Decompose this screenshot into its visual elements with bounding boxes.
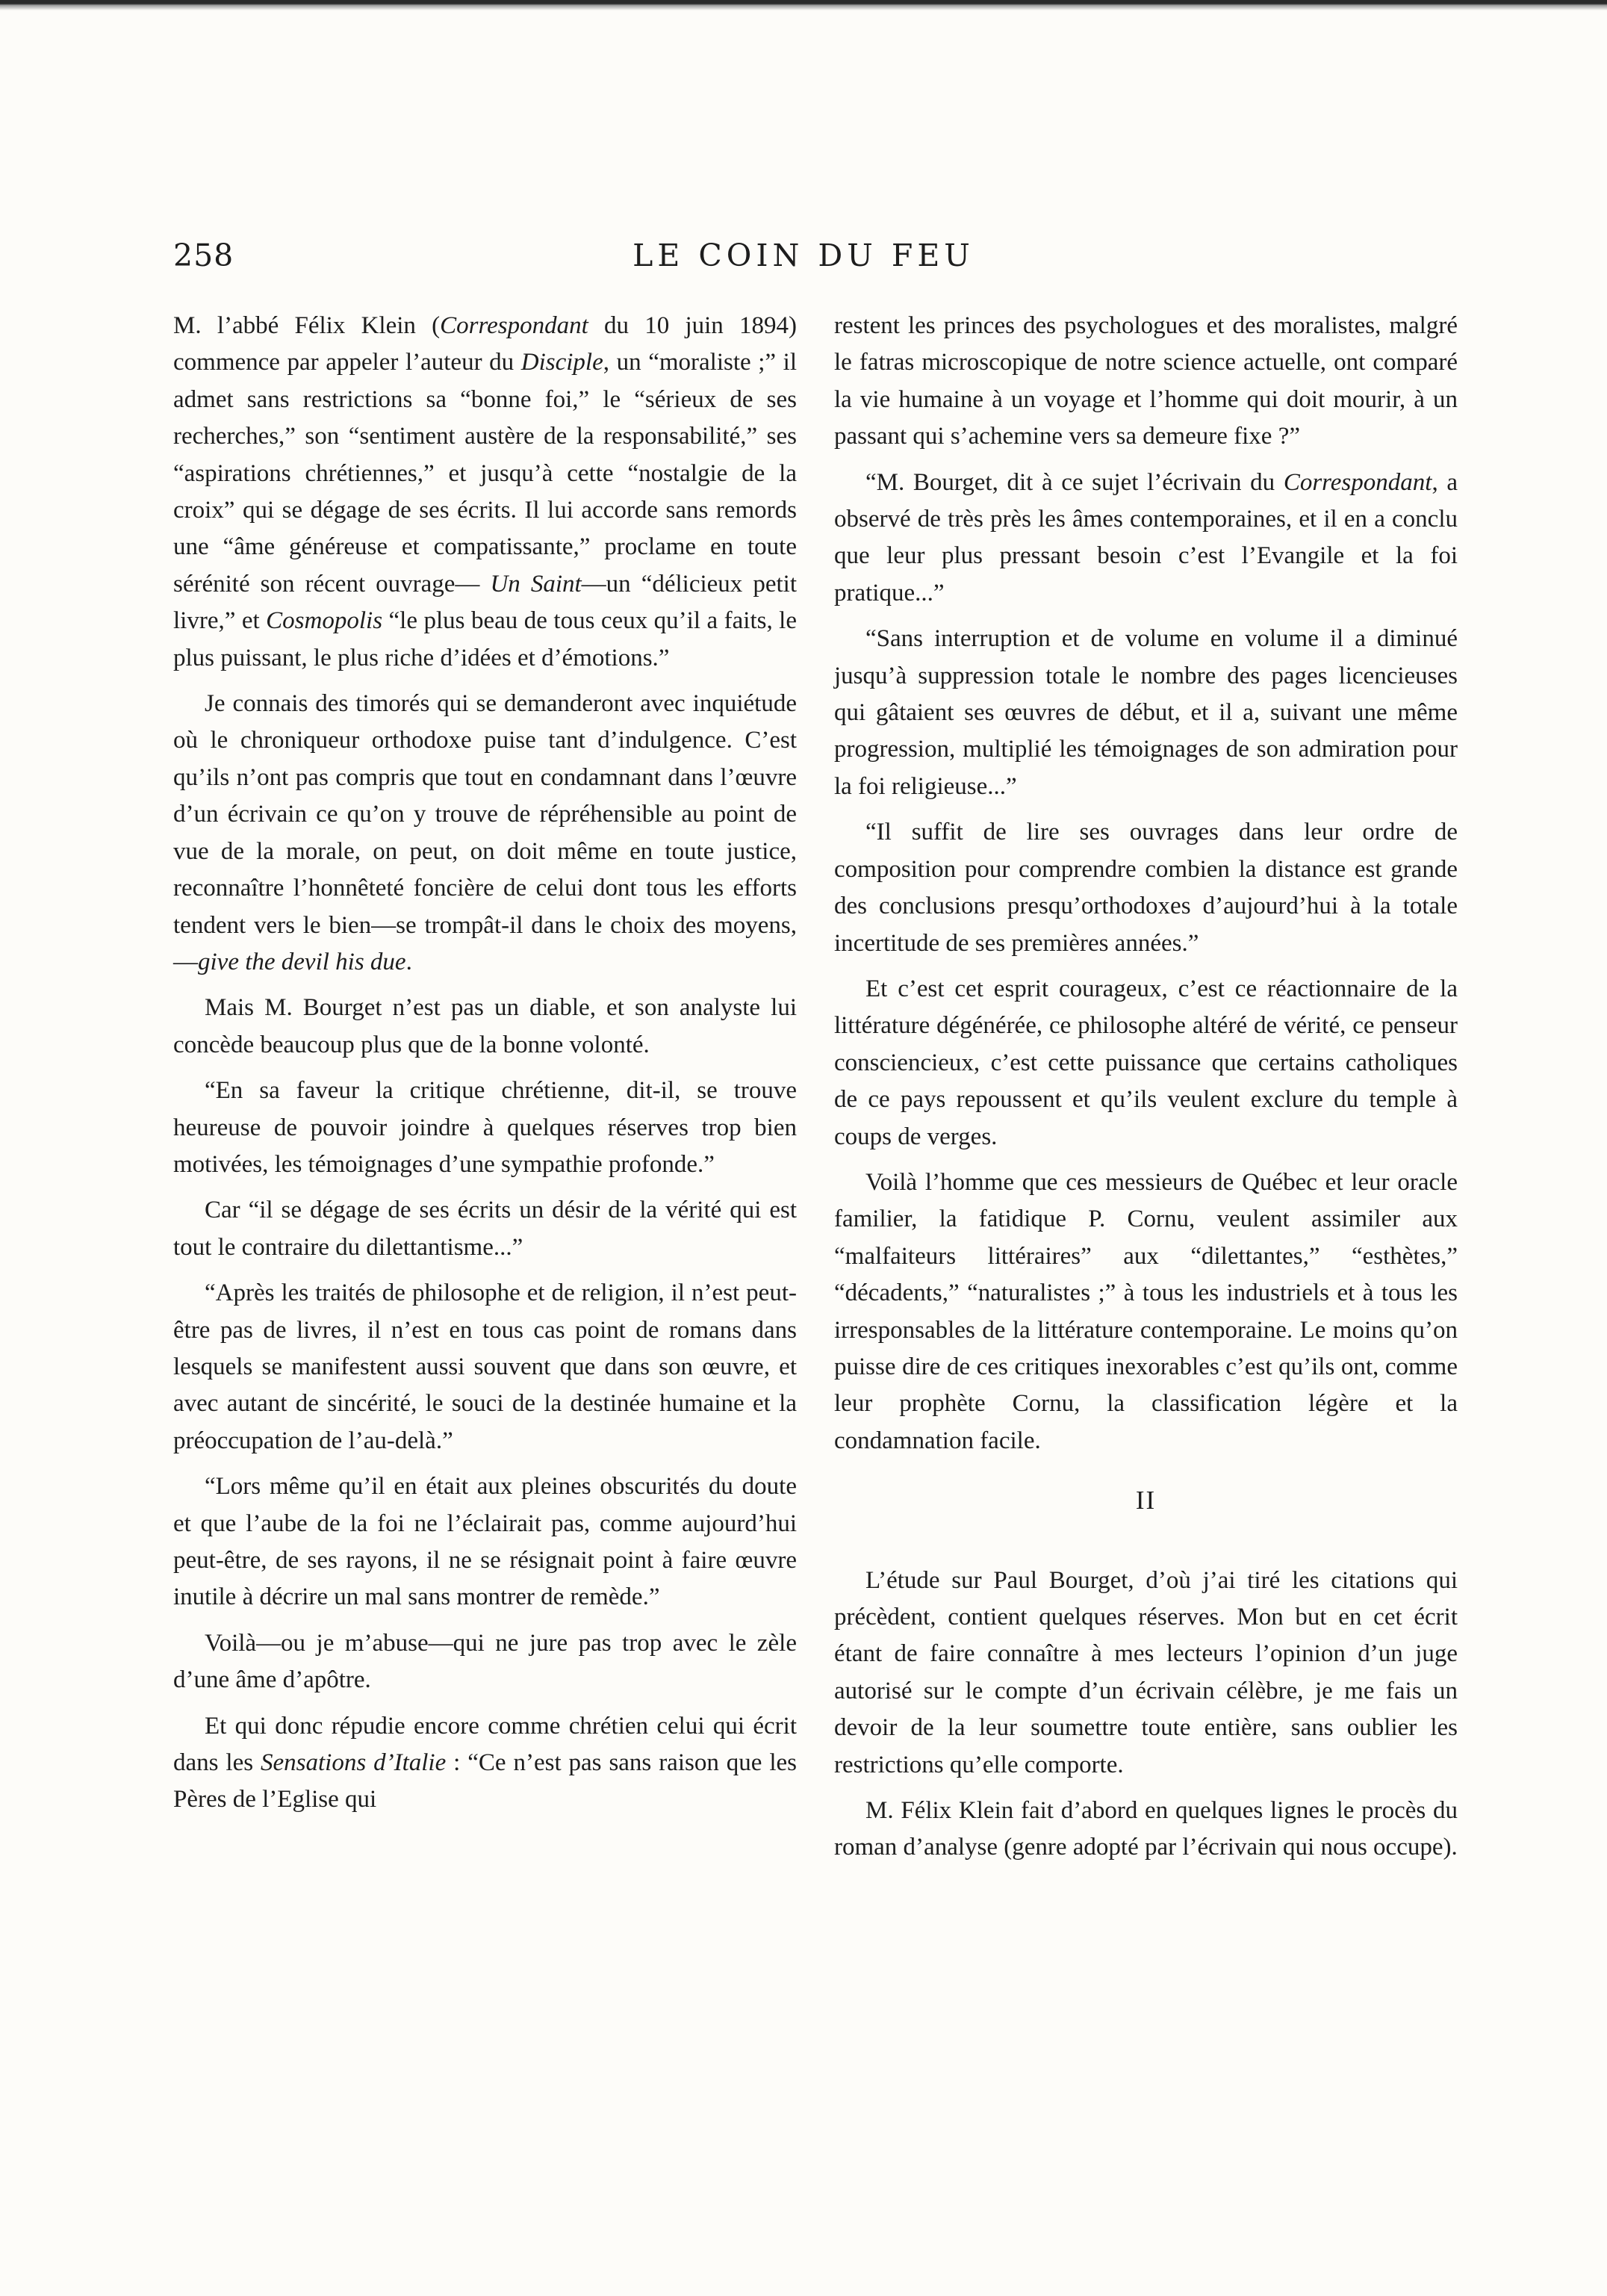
paragraph-continuation: restent les princes des psychologues et des moralistes, malgré le fatras microscopique de notre science actuelle, ont comparé la vie humaine à un voyage et l’homme qui doit mourir, à un passant qui s’achemine vers sa demeure fixe ?” — [834, 312, 1458, 450]
paragraph: L’étude sur Paul Bourget, d’où j’ai tiré les citations qui précèdent, contient quelques réserves. Mon but en cet écrit étant de faire connaître à mes lecteurs l’opinion d’un juge autorisé sur le compte d’un écrivain célèbre, je me fais un devoir de la leur soumettre toute entière, sans oublier les restrictions qu’elle comporte. — [834, 1566, 1458, 1778]
italic-title: give the devil his due — [198, 948, 406, 975]
italic-title: Sensations d’Italie — [261, 1749, 447, 1777]
paragraph: M. Félix Klein fait d’abord en quelques lignes le procès du roman d’analyse (genre adopté par l’écrivain qui nous occupe). — [834, 1797, 1458, 1861]
paragraph: Car “il se dégage de ses écrits un désir de la vérité qui est tout le contraire du dilettantisme...” — [173, 1197, 797, 1261]
paragraph: Et c’est cet esprit courageux, c’est ce réactionnaire de la littérature dégénérée, ce philosophe altéré de vérité, ce penseur consciencieux, c’est cette puissance que certains catholiques de ce pays repoussent et qu’ils veulent exclure du temple à coups de verges. — [834, 975, 1458, 1150]
running-head: LE COIN DU FEU — [632, 238, 975, 273]
italic-title: Un Saint — [490, 570, 582, 598]
italic-title: Correspondant — [1283, 468, 1432, 496]
paragraph: “Lors même qu’il en était aux pleines obscurités du doute et que l’aube de la foi ne l’éclairait pas, comme aujourd’hui peut-être, de ses rayons, il ne se résignait point à faire œuvre inutile à décrire un mal sans montrer de remède.” — [173, 1473, 797, 1611]
paragraph: M. l’abbé Félix Klein (Correspondant du 10 juin 1894) commence par appeler l’auteur du Disciple, un “moraliste ;” il admet sans restrictions sa “bonne foi,” le “sérieux de ses recherches,” son “sentiment austère de la responsabilité,” ses “aspirations chrétiennes,” et jusqu’à cette “nostalgie de la croix” qui se dégage de ses écrits. Il lui accorde sans remords une “âme généreuse et compatissante,” proclame en toute sérénité son récent ouvrage— Un Saint—un “délicieux petit livre,” et Cosmopolis “le plus beau de tous ceux qu’il a faits, le plus puissant, le plus riche d’idées et d’émotions.” — [173, 312, 798, 671]
page-number: 258 — [173, 238, 234, 273]
paragraph: Je connais des timorés qui se demanderont avec inquiétude où le chroniqueur orthodoxe puise tant d’indulgence. C’est qu’ils n’ont pas compris que tout en condamnant dans l’œuvre d’un écrivain ce qu’on y trouve de répréhensible au point de vue de la morale, on peut, on doit même en toute justice, reconnaître l’honnêteté foncière de celui dont tous les efforts tendent vers le bien—se trompât-il dans le choix des moyens,—give the devil his due. — [173, 690, 797, 975]
left-column — [173, 308, 797, 1828]
paragraph: “Il suffit de lire ses ouvrages dans leur ordre de composition pour comprendre combien la distance est grande des conclusions presqu’orthodoxes d’aujourd’hui à la totale incertitude de ses premières années.” — [834, 819, 1458, 957]
paragraph: Et qui donc répudie encore comme chrétien celui qui écrit dans les Sensations d’Italie : “Ce n’est pas sans raison que les Pères de l’Eglise qui — [173, 1712, 797, 1813]
paragraph: “M. Bourget, dit à ce sujet l’écrivain du Correspondant, a observé de très près les âmes contemporaines, et il en a conclu que leur plus pressant besoin c’est l’Evangile et la foi pratique...” — [834, 468, 1458, 606]
paragraph: Mais M. Bourget n’est pas un diable, et son analyste lui concède beaucoup plus que de la bonne volonté. — [173, 994, 797, 1058]
italic-title: Correspondant — [440, 312, 588, 339]
page-header — [0, 238, 1607, 282]
paragraph: “Après les traités de philosophe et de religion, il n’est peut-être pas de livres, il n’est en tous cas point de romans dans lesquels se manifestent aussi souvent que dans son œuvre, et avec autant de sincérité, le souci de la destinée humaine et la préoccupation de l’au-delà.” — [173, 1279, 797, 1454]
paragraph: “Sans interruption et de volume en volume il a diminué jusqu’à suppression totale le nombre des pages licencieuses qui gâtaient ses œuvres de début, et il a, suivant une même progression, multiplié les témoignages de son admiration pour la foi religieuse...” — [834, 625, 1458, 800]
italic-title: Cosmopolis — [266, 607, 383, 635]
paragraph: Voilà l’homme que ces messieurs de Québec et leur oracle familier, la fatidique P. Cornu, veulent assimiler aux “malfaiteurs littéraires” aux “dilettantes,” “esthètes,” “décadents,” “naturalistes ;” à tous les industriels et à tous les irresponsables de la littérature contemporaine. Le moins qu’on puisse dire de ces critiques inexorables c’est qu’ils ont, comme leur prophète Cornu, la classification légère et la condamnation facile. — [834, 1168, 1458, 1454]
section-heading: II — [1135, 1486, 1157, 1515]
paragraph: “En sa faveur la critique chrétienne, dit-il, se trouve heureuse de pouvoir joindre à quelques réserves trop bien motivées, les témoignages d’une sympathie profonde.” — [173, 1077, 797, 1178]
top-border-rule — [0, 0, 1607, 13]
paragraph: Voilà—ou je m’abuse—qui ne jure pas trop avec le zèle d’une âme d’apôtre. — [173, 1629, 797, 1694]
italic-title: Disciple — [520, 349, 603, 376]
right-column — [834, 308, 1458, 1875]
